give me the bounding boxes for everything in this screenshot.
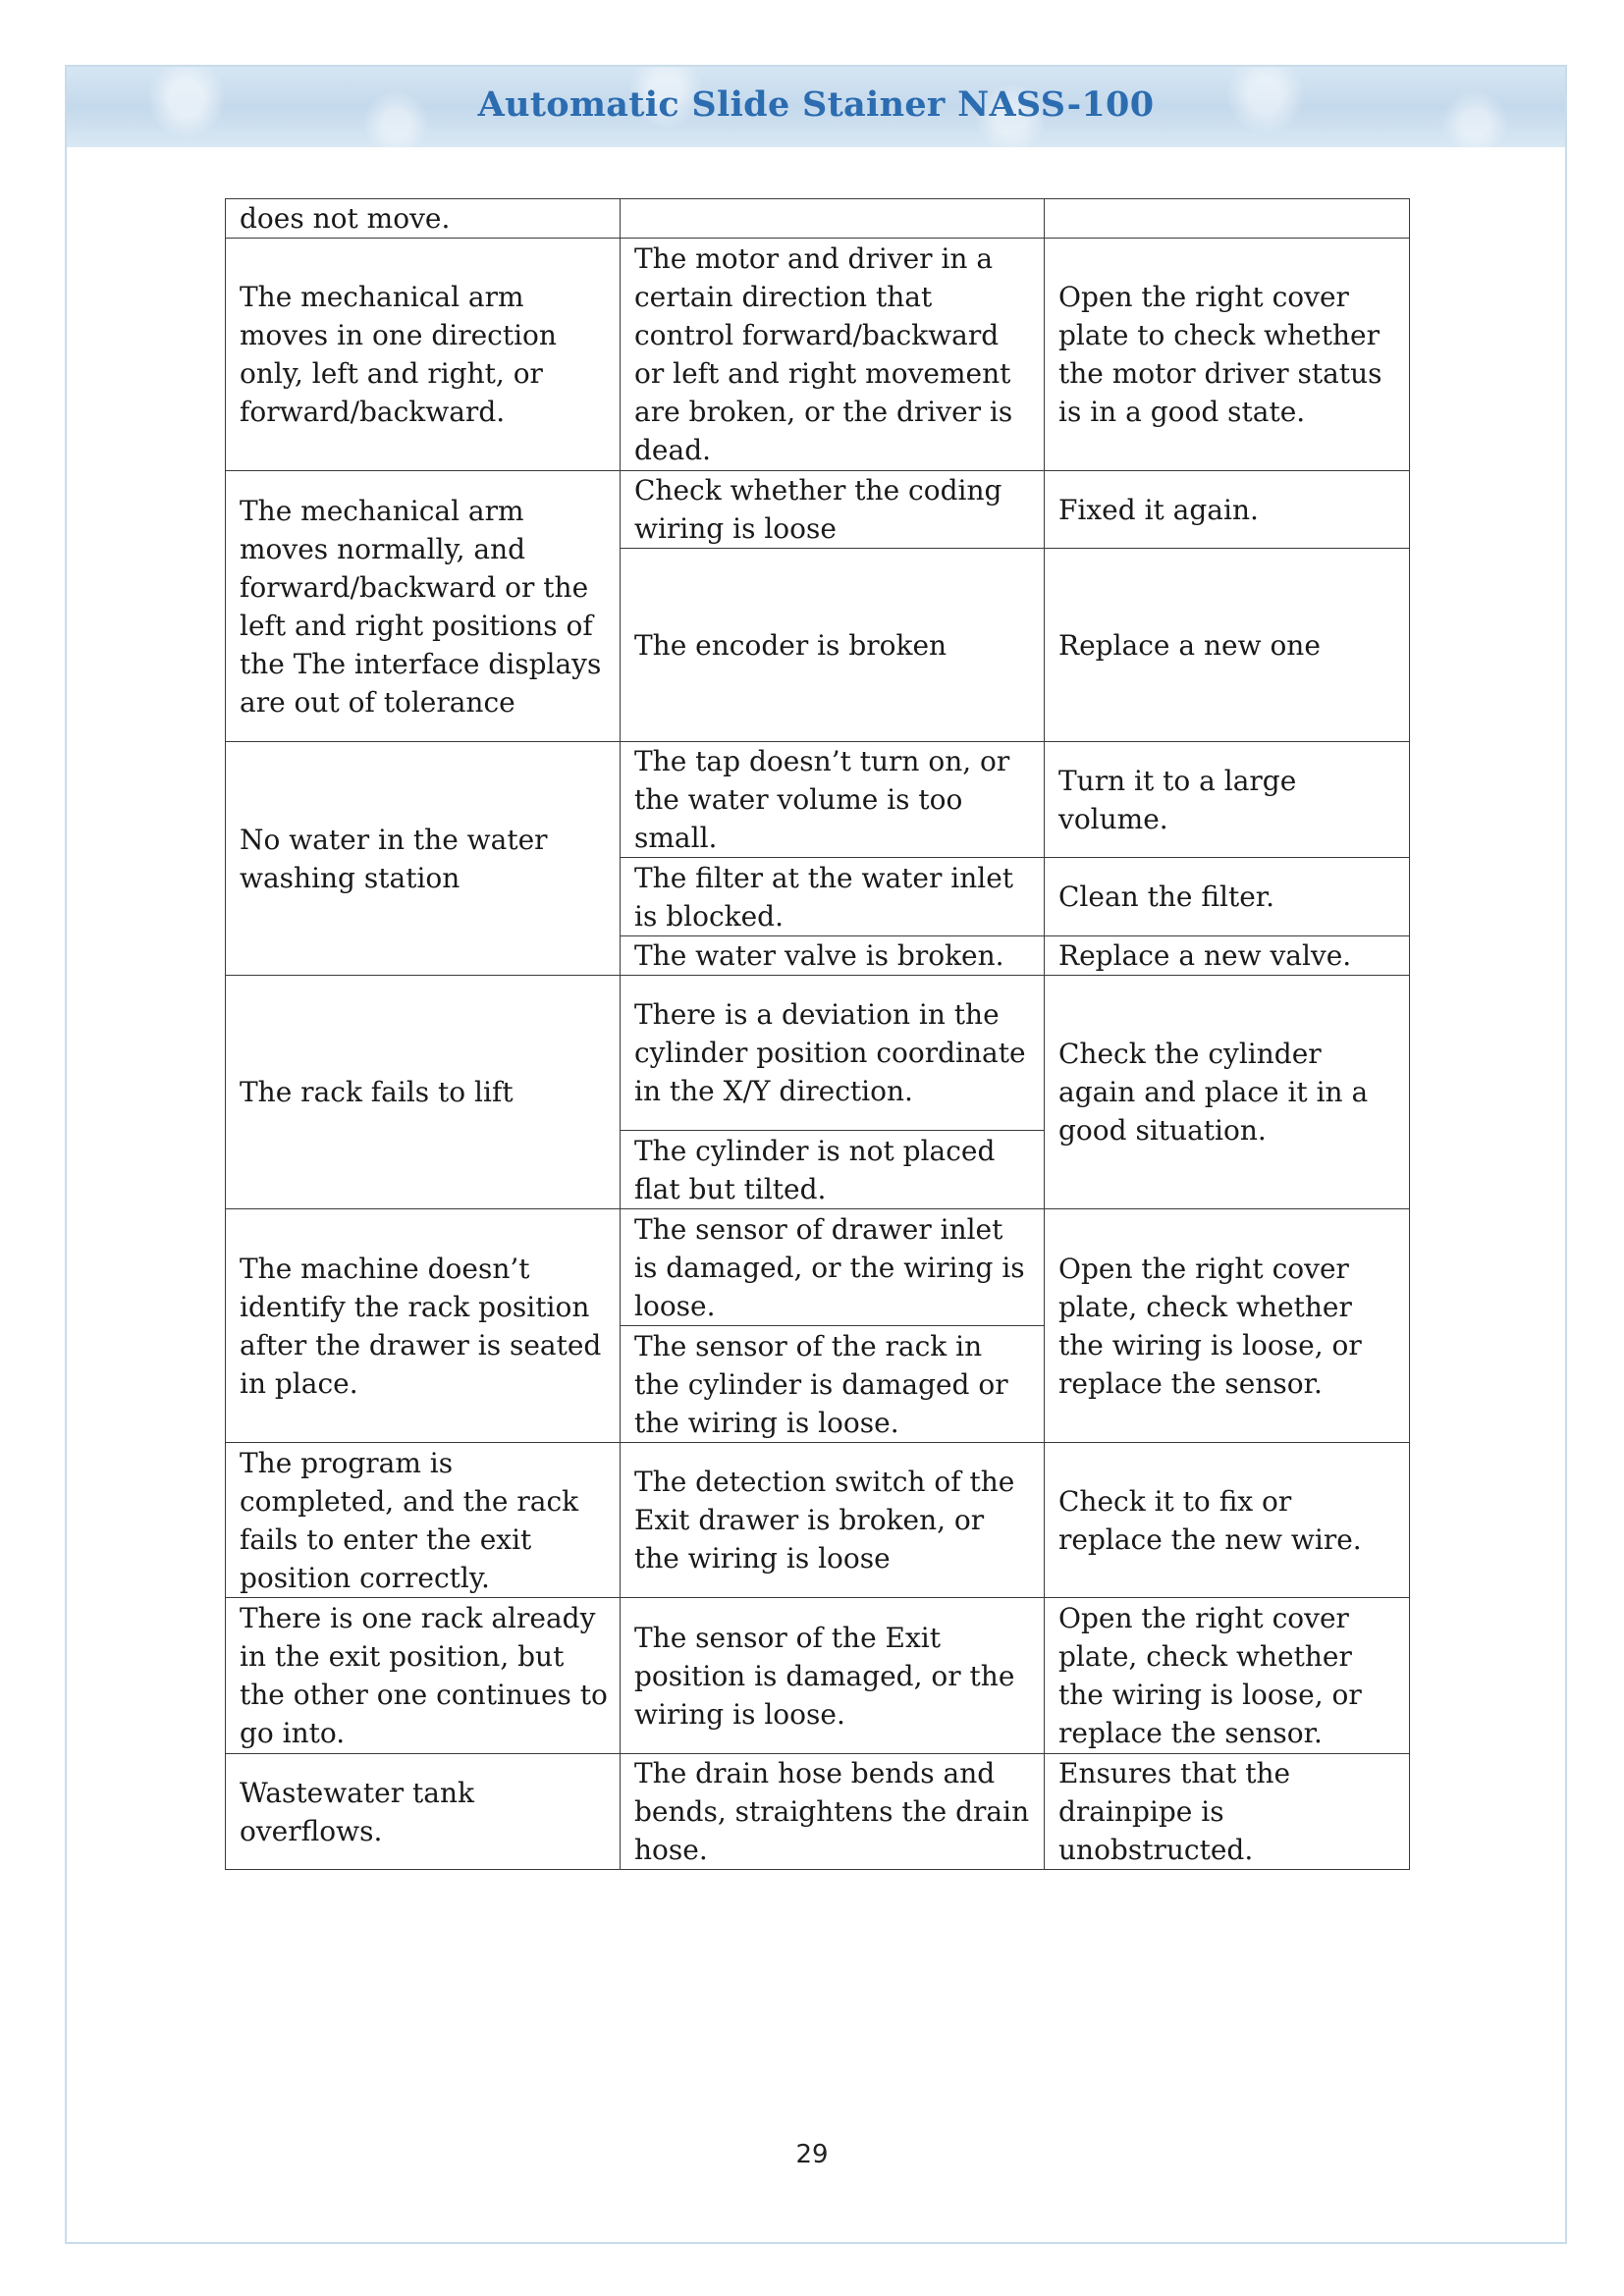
document-title: Automatic Slide Stainer NASS-100 [477,83,1155,125]
solution-cell: Turn it to a large volume. [1045,742,1410,858]
table-row [226,471,1410,549]
page-number: 29 [795,2140,829,2169]
solution-cell: Fixed it again. [1045,471,1410,549]
table-row [226,199,1410,239]
cause-cell: The sensor of the Exit position is damaged, or the wiring is loose. [621,1598,1045,1754]
table-row [226,1598,1410,1754]
solution-cell: Replace a new valve. [1045,936,1410,976]
table-row [226,239,1410,471]
solution-cell: Check the cylinder again and place it in a good situation. [1045,976,1410,1209]
table-row [226,1209,1410,1326]
problem-cell: The rack fails to lift [226,976,621,1209]
cause-cell: The motor and driver in a certain direction that control forward/backward or left and right movement are broken, or the driver is dead. [621,239,1045,471]
problem-cell: The mechanical arm moves in one direction only, left and right, or forward/backward. [226,239,621,471]
cause-cell: The filter at the water inlet is blocked. [621,858,1045,936]
cause-cell: The sensor of the rack in the cylinder is damaged or the wiring is loose. [621,1326,1045,1443]
solution-cell: Open the right cover plate to check whether the motor driver status is in a good state. [1045,239,1410,471]
solution-cell: Replace a new one [1045,549,1410,742]
cause-cell: Check whether the coding wiring is loose [621,471,1045,549]
problem-cell: Wastewater tank overflows. [226,1754,621,1870]
solution-cell [1045,199,1410,239]
problem-cell: No water in the water washing station [226,742,621,976]
solution-cell: Open the right cover plate, check whether the wiring is loose, or replace the sensor. [1045,1209,1410,1443]
cause-cell: The sensor of drawer inlet is damaged, or the wiring is loose. [621,1209,1045,1326]
problem-cell: does not move. [226,199,621,239]
problem-cell: The program is completed, and the rack fails to enter the exit position correctly. [226,1443,621,1598]
cause-cell [621,199,1045,239]
cause-cell: The cylinder is not placed flat but tilted. [621,1131,1045,1209]
solution-cell: Ensures that the drainpipe is unobstructed. [1045,1754,1410,1870]
solution-cell: Open the right cover plate, check whether the wiring is loose, or replace the sensor. [1045,1598,1410,1754]
header-banner [67,67,1565,147]
cause-cell: The detection switch of the Exit drawer is broken, or the wiring is loose [621,1443,1045,1598]
problem-cell: There is one rack already in the exit position, but the other one continues to go into. [226,1598,621,1754]
solution-cell: Clean the filter. [1045,858,1410,936]
table-row [226,742,1410,858]
cause-cell: The encoder is broken [621,549,1045,742]
solution-cell: Check it to fix or replace the new wire. [1045,1443,1410,1598]
cause-cell: The water valve is broken. [621,936,1045,976]
troubleshooting-table [225,198,1410,1870]
cause-cell: The tap doesn’t turn on, or the water volume is too small. [621,742,1045,858]
table-row [226,1443,1410,1598]
cause-cell: There is a deviation in the cylinder position coordinate in the X/Y direction. [621,976,1045,1131]
table-row [226,976,1410,1131]
table-row [226,1754,1410,1870]
problem-cell: The mechanical arm moves normally, and forward/backward or the left and right positions of the The interface displays are out of tolerance [226,471,621,742]
cause-cell: The drain hose bends and bends, straightens the drain hose. [621,1754,1045,1870]
problem-cell: The machine doesn’t identify the rack position after the drawer is seated in place. [226,1209,621,1443]
